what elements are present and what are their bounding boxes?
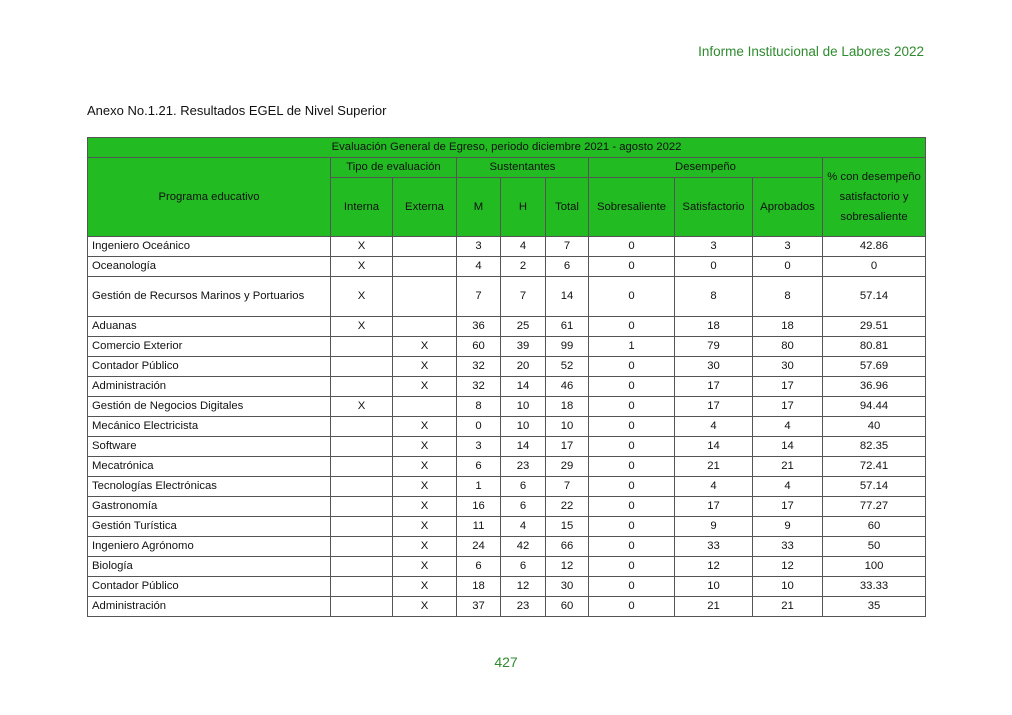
cell-sobresaliente: 0 [589, 557, 675, 577]
cell-total: 12 [546, 557, 589, 577]
cell-aprobados: 14 [753, 437, 823, 457]
cell-sobresaliente: 0 [589, 257, 675, 277]
cell-h: 14 [501, 377, 546, 397]
cell-satisfactorio: 3 [675, 237, 753, 257]
cell-interna: X [331, 397, 393, 417]
cell-aprobados: 3 [753, 237, 823, 257]
cell-externa: X [393, 477, 457, 497]
cell-satisfactorio: 30 [675, 357, 753, 377]
header-programa-educativo: Programa educativo [88, 158, 331, 237]
table-row [88, 397, 926, 417]
cell-sobresaliente: 0 [589, 577, 675, 597]
cell-satisfactorio: 17 [675, 397, 753, 417]
cell-porcentaje: 29.51 [823, 317, 926, 337]
cell-program: Comercio Exterior [88, 337, 331, 357]
cell-m: 0 [457, 417, 501, 437]
cell-aprobados: 12 [753, 557, 823, 577]
cell-h: 39 [501, 337, 546, 357]
cell-satisfactorio: 12 [675, 557, 753, 577]
table-row [88, 557, 926, 577]
cell-satisfactorio: 21 [675, 597, 753, 617]
cell-satisfactorio: 21 [675, 457, 753, 477]
header-tipo-evaluacion: Tipo de evaluación [331, 158, 457, 178]
cell-m: 6 [457, 457, 501, 477]
header-sobresaliente: Sobresaliente [589, 178, 675, 237]
header-externa: Externa [393, 178, 457, 237]
cell-total: 14 [546, 277, 589, 317]
cell-sobresaliente: 0 [589, 397, 675, 417]
cell-porcentaje: 100 [823, 557, 926, 577]
cell-aprobados: 17 [753, 397, 823, 417]
cell-porcentaje: 57.14 [823, 277, 926, 317]
cell-aprobados: 10 [753, 577, 823, 597]
cell-porcentaje: 82.35 [823, 437, 926, 457]
cell-satisfactorio: 4 [675, 477, 753, 497]
cell-satisfactorio: 4 [675, 417, 753, 437]
cell-externa: X [393, 597, 457, 617]
cell-program: Biología [88, 557, 331, 577]
cell-externa [393, 397, 457, 417]
table-row [88, 517, 926, 537]
cell-h: 6 [501, 477, 546, 497]
cell-aprobados: 17 [753, 497, 823, 517]
cell-porcentaje: 35 [823, 597, 926, 617]
cell-m: 7 [457, 277, 501, 317]
cell-externa: X [393, 497, 457, 517]
cell-externa: X [393, 517, 457, 537]
cell-satisfactorio: 0 [675, 257, 753, 277]
cell-h: 23 [501, 457, 546, 477]
cell-externa: X [393, 577, 457, 597]
header-aprobados: Aprobados [753, 178, 823, 237]
cell-externa: X [393, 337, 457, 357]
annex-title: Anexo No.1.21. Resultados EGEL de Nivel Superior [87, 103, 387, 118]
cell-sobresaliente: 0 [589, 377, 675, 397]
cell-interna [331, 457, 393, 477]
cell-h: 20 [501, 357, 546, 377]
cell-interna [331, 337, 393, 357]
cell-externa: X [393, 357, 457, 377]
cell-interna [331, 497, 393, 517]
cell-porcentaje: 60 [823, 517, 926, 537]
cell-externa: X [393, 537, 457, 557]
cell-total: 18 [546, 397, 589, 417]
cell-sobresaliente: 0 [589, 477, 675, 497]
cell-interna [331, 477, 393, 497]
table-row [88, 337, 926, 357]
cell-externa [393, 317, 457, 337]
cell-satisfactorio: 17 [675, 497, 753, 517]
cell-satisfactorio: 10 [675, 577, 753, 597]
cell-sobresaliente: 0 [589, 237, 675, 257]
cell-interna: X [331, 277, 393, 317]
table-row [88, 317, 926, 337]
cell-aprobados: 0 [753, 257, 823, 277]
cell-interna [331, 557, 393, 577]
cell-porcentaje: 57.14 [823, 477, 926, 497]
cell-aprobados: 8 [753, 277, 823, 317]
cell-m: 18 [457, 577, 501, 597]
table-row [88, 277, 926, 317]
header-desempeno: Desempeño [589, 158, 823, 178]
cell-interna [331, 417, 393, 437]
cell-program: Mecatrónica [88, 457, 331, 477]
cell-total: 29 [546, 457, 589, 477]
cell-porcentaje: 50 [823, 537, 926, 557]
header-interna: Interna [331, 178, 393, 237]
cell-sobresaliente: 0 [589, 537, 675, 557]
cell-m: 36 [457, 317, 501, 337]
cell-m: 6 [457, 557, 501, 577]
cell-porcentaje: 77.27 [823, 497, 926, 517]
report-header-title: Informe Institucional de Labores 2022 [698, 44, 924, 59]
table-row [88, 597, 926, 617]
cell-satisfactorio: 14 [675, 437, 753, 457]
cell-total: 17 [546, 437, 589, 457]
cell-sobresaliente: 0 [589, 417, 675, 437]
cell-total: 99 [546, 337, 589, 357]
header-porcentaje: % con desempeño satisfactorio y sobresaliente [823, 158, 926, 237]
cell-interna: X [331, 237, 393, 257]
cell-h: 6 [501, 557, 546, 577]
cell-externa [393, 257, 457, 277]
table-main-header: Evaluación General de Egreso, periodo diciembre 2021 - agosto 2022 [88, 138, 926, 158]
cell-total: 6 [546, 257, 589, 277]
cell-sobresaliente: 0 [589, 457, 675, 477]
cell-total: 15 [546, 517, 589, 537]
cell-externa [393, 237, 457, 257]
header-sustentantes: Sustentantes [457, 158, 589, 178]
cell-satisfactorio: 17 [675, 377, 753, 397]
cell-porcentaje: 36.96 [823, 377, 926, 397]
cell-externa: X [393, 557, 457, 577]
cell-aprobados: 4 [753, 417, 823, 437]
cell-porcentaje: 42.86 [823, 237, 926, 257]
cell-satisfactorio: 18 [675, 317, 753, 337]
cell-program: Mecánico Electricista [88, 417, 331, 437]
header-satisfactorio: Satisfactorio [675, 178, 753, 237]
cell-satisfactorio: 8 [675, 277, 753, 317]
table-body [88, 237, 926, 617]
cell-program: Contador Público [88, 577, 331, 597]
cell-h: 4 [501, 237, 546, 257]
cell-interna [331, 377, 393, 397]
cell-aprobados: 33 [753, 537, 823, 557]
cell-program: Administración [88, 597, 331, 617]
cell-h: 6 [501, 497, 546, 517]
cell-porcentaje: 72.41 [823, 457, 926, 477]
cell-h: 7 [501, 277, 546, 317]
cell-m: 3 [457, 437, 501, 457]
cell-total: 30 [546, 577, 589, 597]
cell-m: 16 [457, 497, 501, 517]
cell-program: Gastronomía [88, 497, 331, 517]
cell-program: Software [88, 437, 331, 457]
cell-sobresaliente: 0 [589, 437, 675, 457]
cell-porcentaje: 94.44 [823, 397, 926, 417]
table-row [88, 257, 926, 277]
cell-program: Administración [88, 377, 331, 397]
table-row [88, 377, 926, 397]
cell-program: Ingeniero Agrónomo [88, 537, 331, 557]
cell-m: 24 [457, 537, 501, 557]
cell-satisfactorio: 9 [675, 517, 753, 537]
cell-sobresaliente: 0 [589, 597, 675, 617]
table-row [88, 497, 926, 517]
cell-h: 10 [501, 417, 546, 437]
cell-porcentaje: 40 [823, 417, 926, 437]
cell-interna: X [331, 317, 393, 337]
cell-externa: X [393, 377, 457, 397]
cell-total: 46 [546, 377, 589, 397]
cell-m: 32 [457, 357, 501, 377]
table-row [88, 457, 926, 477]
cell-porcentaje: 33.33 [823, 577, 926, 597]
cell-m: 8 [457, 397, 501, 417]
cell-satisfactorio: 79 [675, 337, 753, 357]
cell-total: 66 [546, 537, 589, 557]
table-row [88, 477, 926, 497]
cell-h: 4 [501, 517, 546, 537]
cell-h: 10 [501, 397, 546, 417]
header-h: H [501, 178, 546, 237]
header-m: M [457, 178, 501, 237]
cell-total: 60 [546, 597, 589, 617]
cell-sobresaliente: 1 [589, 337, 675, 357]
cell-m: 1 [457, 477, 501, 497]
cell-aprobados: 4 [753, 477, 823, 497]
cell-total: 7 [546, 237, 589, 257]
cell-porcentaje: 57.69 [823, 357, 926, 377]
egel-results-table [87, 137, 926, 617]
cell-interna [331, 537, 393, 557]
cell-aprobados: 30 [753, 357, 823, 377]
cell-aprobados: 21 [753, 597, 823, 617]
cell-total: 10 [546, 417, 589, 437]
cell-m: 4 [457, 257, 501, 277]
cell-program: Gestión de Recursos Marinos y Portuarios [88, 277, 331, 317]
cell-externa: X [393, 417, 457, 437]
cell-program: Aduanas [88, 317, 331, 337]
cell-h: 42 [501, 537, 546, 557]
cell-m: 11 [457, 517, 501, 537]
cell-interna [331, 517, 393, 537]
cell-program: Gestión Turística [88, 517, 331, 537]
cell-m: 60 [457, 337, 501, 357]
cell-interna [331, 357, 393, 377]
table-row [88, 237, 926, 257]
cell-aprobados: 17 [753, 377, 823, 397]
cell-interna: X [331, 257, 393, 277]
page-number: 427 [494, 654, 518, 670]
cell-h: 14 [501, 437, 546, 457]
cell-aprobados: 18 [753, 317, 823, 337]
table-row [88, 577, 926, 597]
cell-porcentaje: 80.81 [823, 337, 926, 357]
cell-h: 25 [501, 317, 546, 337]
cell-h: 12 [501, 577, 546, 597]
cell-program: Oceanología [88, 257, 331, 277]
cell-satisfactorio: 33 [675, 537, 753, 557]
cell-total: 22 [546, 497, 589, 517]
cell-total: 52 [546, 357, 589, 377]
table-row [88, 417, 926, 437]
cell-interna [331, 577, 393, 597]
cell-program: Tecnologías Electrónicas [88, 477, 331, 497]
table-row [88, 537, 926, 557]
cell-interna [331, 437, 393, 457]
cell-sobresaliente: 0 [589, 357, 675, 377]
cell-h: 23 [501, 597, 546, 617]
cell-h: 2 [501, 257, 546, 277]
table-row [88, 357, 926, 377]
cell-m: 3 [457, 237, 501, 257]
cell-total: 61 [546, 317, 589, 337]
cell-program: Gestión de Negocios Digitales [88, 397, 331, 417]
cell-interna [331, 597, 393, 617]
cell-sobresaliente: 0 [589, 317, 675, 337]
cell-total: 7 [546, 477, 589, 497]
cell-externa [393, 277, 457, 317]
cell-sobresaliente: 0 [589, 277, 675, 317]
table-row [88, 437, 926, 457]
header-total: Total [546, 178, 589, 237]
cell-program: Contador Público [88, 357, 331, 377]
cell-porcentaje: 0 [823, 257, 926, 277]
cell-sobresaliente: 0 [589, 497, 675, 517]
cell-m: 32 [457, 377, 501, 397]
cell-externa: X [393, 457, 457, 477]
cell-sobresaliente: 0 [589, 517, 675, 537]
cell-program: Ingeniero Oceánico [88, 237, 331, 257]
cell-m: 37 [457, 597, 501, 617]
cell-externa: X [393, 437, 457, 457]
cell-aprobados: 80 [753, 337, 823, 357]
cell-aprobados: 9 [753, 517, 823, 537]
cell-aprobados: 21 [753, 457, 823, 477]
